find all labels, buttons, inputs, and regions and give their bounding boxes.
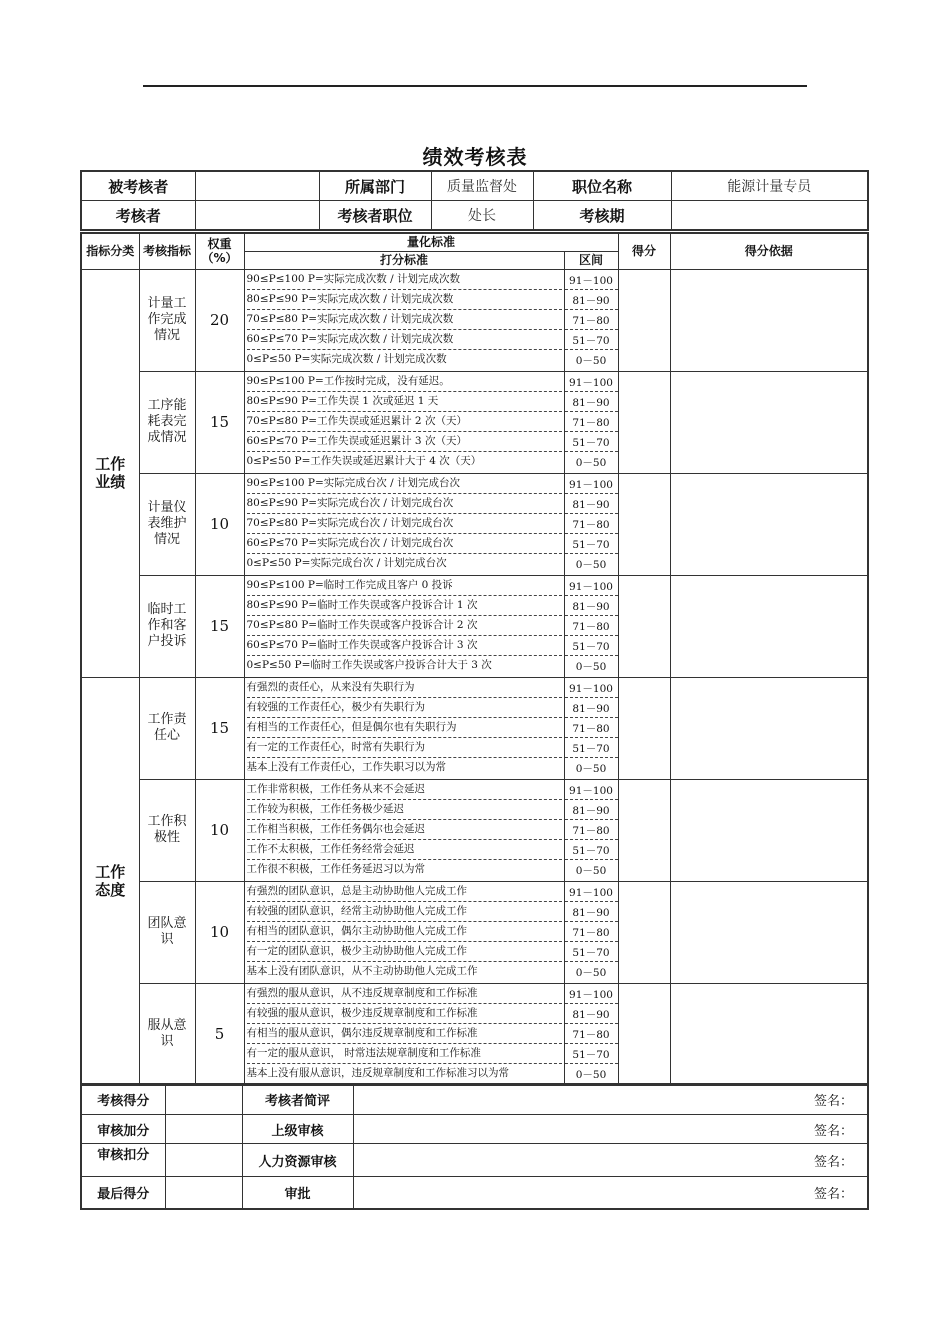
footer-review-label: 人力资源审核 — [242, 1144, 353, 1177]
footer-score-input[interactable] — [165, 1084, 242, 1115]
footer-label: 审核加分 — [81, 1115, 165, 1144]
criteria-line: 有强烈的责任心，从来没有失职行为 — [247, 678, 562, 698]
criteria-line: 工作较为积极，工作任务极少延迟 — [247, 800, 562, 820]
range-value: 0－50 — [575, 763, 607, 776]
range-value: 91－100 — [565, 576, 618, 596]
criteria-line: 有较强的工作责任心，极少有失职行为 — [247, 698, 562, 718]
weight-value: 20 — [195, 269, 244, 371]
indicator-name-cell — [139, 881, 195, 983]
weight-value: 15 — [195, 371, 244, 473]
criteria-line: 有相当的工作责任心，但是偶尔也有失职行为 — [247, 718, 562, 738]
footer-row — [81, 1177, 868, 1209]
score-input-cell[interactable] — [618, 371, 670, 473]
range-value: 51－70 — [565, 534, 618, 554]
range-cell — [564, 575, 618, 677]
col-quant: 量化标准 — [244, 233, 618, 251]
range-value: 51－70 — [565, 942, 618, 962]
indicator-name-cell — [139, 371, 195, 473]
criteria-line: 90≤P≤100 P=实际完成台次 / 计划完成台次 — [247, 474, 562, 494]
col-range: 区间 — [564, 251, 618, 269]
footer-score-input[interactable] — [165, 1115, 242, 1144]
department-value[interactable]: 质量监督处 — [431, 171, 533, 201]
assessment-table — [80, 232, 869, 1086]
range-value: 0－50 — [575, 661, 607, 674]
range-value: 81－90 — [565, 392, 618, 412]
criteria-line: 有一定的工作责任心，时常有失职行为 — [247, 738, 562, 758]
weight-value: 10 — [195, 881, 244, 983]
criteria-line: 有强烈的团队意识，总是主动协助他人完成工作 — [247, 882, 562, 902]
criteria-line: 60≤P≤70 P=实际完成台次 / 计划完成台次 — [247, 534, 562, 554]
footer-row — [81, 1144, 868, 1177]
score-input-cell[interactable] — [618, 575, 670, 677]
basis-input-cell[interactable] — [670, 371, 868, 473]
range-value: 71－80 — [565, 718, 618, 738]
range-value: 0－50 — [575, 865, 607, 878]
assessor-position-value[interactable]: 处长 — [431, 201, 533, 231]
range-value: 81－90 — [565, 290, 618, 310]
range-value: 51－70 — [565, 636, 618, 656]
indicator-row — [81, 269, 868, 371]
range-cell — [564, 983, 618, 1085]
indicator-row — [81, 881, 868, 983]
range-value: 81－90 — [565, 494, 618, 514]
criteria-line: 工作相当积极，工作任务偶尔也会延迟 — [247, 820, 562, 840]
signature-field[interactable]: 签名： — [353, 1177, 868, 1209]
range-value: 51－70 — [565, 840, 618, 860]
header-table — [80, 170, 869, 231]
criteria-line: 0≤P≤50 P=临时工作失误或客户投诉合计大于 3 次 — [246, 659, 492, 672]
range-value: 0－50 — [575, 457, 607, 470]
basis-input-cell[interactable] — [670, 779, 868, 881]
weight-value: 10 — [195, 779, 244, 881]
criteria-line: 工作不太积极，工作任务经常会延迟 — [247, 840, 562, 860]
assessor-position-label: 考核者职位 — [319, 201, 431, 231]
criteria-cell — [244, 881, 564, 983]
range-value: 71－80 — [565, 412, 618, 432]
indicator-name: 服从意识 — [147, 1017, 187, 1049]
assessor-value[interactable] — [195, 201, 319, 231]
indicator-row — [81, 779, 868, 881]
indicator-name: 计量工作完成情况 — [147, 296, 187, 343]
page-title: 绩效考核表 — [422, 145, 528, 169]
criteria-line: 基本上没有团队意识，从不主动协助他人完成工作 — [246, 965, 478, 978]
criteria-cell — [244, 779, 564, 881]
criteria-line: 90≤P≤100 P=工作按时完成，没有延迟。 — [247, 372, 562, 392]
criteria-cell — [244, 983, 564, 1085]
range-cell — [564, 473, 618, 575]
score-input-cell[interactable] — [618, 677, 670, 779]
signature-field[interactable]: 签名： — [353, 1144, 868, 1177]
indicator-name-cell — [139, 779, 195, 881]
footer-label: 审核扣分 — [81, 1144, 165, 1177]
range-cell — [564, 269, 618, 371]
category-cell — [81, 269, 139, 677]
range-value: 71－80 — [565, 310, 618, 330]
category-cell — [81, 677, 139, 1085]
indicator-row — [81, 677, 868, 779]
footer-review-label: 考核者简评 — [242, 1084, 353, 1115]
indicator-name: 工序能耗表完成情况 — [147, 398, 187, 445]
weight-value: 15 — [195, 677, 244, 779]
footer-review-label: 审批 — [242, 1177, 353, 1209]
score-input-cell[interactable] — [618, 779, 670, 881]
criteria-line: 60≤P≤70 P=临时工作失误或客户投诉合计 3 次 — [247, 636, 562, 656]
footer-score-input[interactable] — [165, 1144, 242, 1177]
col-indicator: 考核指标 — [139, 233, 195, 269]
range-cell — [564, 881, 618, 983]
criteria-cell — [244, 371, 564, 473]
indicator-row — [81, 473, 868, 575]
range-value: 91－100 — [565, 780, 618, 800]
criteria-line: 有相当的团队意识，偶尔主动协助他人完成工作 — [247, 922, 562, 942]
weight-value: 10 — [195, 473, 244, 575]
range-value: 91－100 — [565, 882, 618, 902]
range-value: 71－80 — [565, 820, 618, 840]
footer-score-input[interactable] — [165, 1177, 242, 1209]
criteria-line: 0≤P≤50 P=工作失误或延迟累计大于 4 次（天） — [246, 455, 482, 468]
signature-field[interactable]: 签名： — [353, 1115, 868, 1144]
criteria-line: 80≤P≤90 P=临时工作失误或客户投诉合计 1 次 — [247, 596, 562, 616]
range-value: 0－50 — [575, 967, 607, 980]
criteria-line: 70≤P≤80 P=临时工作失误或客户投诉合计 2 次 — [247, 616, 562, 636]
footer-table — [80, 1083, 869, 1210]
range-cell — [564, 371, 618, 473]
range-value: 81－90 — [565, 1004, 618, 1024]
footer-row — [81, 1084, 868, 1115]
criteria-line: 0≤P≤50 P=实际完成台次 / 计划完成台次 — [246, 557, 447, 570]
range-value: 71－80 — [565, 1024, 618, 1044]
range-value: 81－90 — [565, 596, 618, 616]
criteria-line: 有较强的服从意识，极少违反规章制度和工作标准 — [247, 1004, 562, 1024]
criteria-line: 80≤P≤90 P=实际完成次数 / 计划完成次数 — [247, 290, 562, 310]
range-value: 91－100 — [565, 372, 618, 392]
score-input-cell[interactable] — [618, 473, 670, 575]
position-value[interactable]: 能源计量专员 — [671, 171, 868, 201]
indicator-row — [81, 983, 868, 1085]
criteria-line: 基本上没有工作责任心，工作失职习以为常 — [246, 761, 446, 774]
criteria-line: 工作很不积极，工作任务延迟习以为常 — [246, 863, 425, 876]
criteria-line: 70≤P≤80 P=实际完成台次 / 计划完成台次 — [247, 514, 562, 534]
criteria-line: 有强烈的服从意识，从不违反规章制度和工作标准 — [247, 984, 562, 1004]
footer-row — [81, 1115, 868, 1144]
range-value: 91－100 — [565, 270, 618, 290]
criteria-line: 基本上没有服从意识，违反规章制度和工作标准习以为常 — [246, 1067, 509, 1080]
department-label: 所属部门 — [319, 171, 431, 201]
range-value: 51－70 — [565, 432, 618, 452]
range-value: 81－90 — [565, 902, 618, 922]
indicator-name: 团队意识 — [147, 916, 187, 947]
weight-value: 5 — [195, 983, 244, 1085]
score-input-cell[interactable] — [618, 269, 670, 371]
category-label: 工作态度 — [95, 862, 126, 899]
indicator-name-cell — [139, 575, 195, 677]
basis-input-cell[interactable] — [670, 269, 868, 371]
period-value[interactable] — [671, 201, 868, 231]
criteria-line: 0≤P≤50 P=实际完成次数 / 计划完成次数 — [246, 353, 447, 366]
range-value: 0－50 — [575, 559, 607, 572]
range-value: 91－100 — [565, 984, 618, 1004]
range-value: 71－80 — [565, 514, 618, 534]
indicator-name-cell — [139, 983, 195, 1085]
criteria-cell — [244, 575, 564, 677]
assessee-value[interactable] — [195, 171, 319, 201]
range-value: 91－100 — [565, 474, 618, 494]
col-score: 得分 — [618, 233, 670, 269]
criteria-line: 有一定的服从意识， 时常违法规章制度和工作标准 — [247, 1044, 562, 1064]
col-weight: 权重（%） — [195, 233, 244, 269]
range-value: 0－50 — [575, 1069, 607, 1082]
weight-value: 15 — [195, 575, 244, 677]
indicator-name: 计量仪表维护情况 — [147, 500, 187, 547]
basis-input-cell[interactable] — [670, 575, 868, 677]
criteria-line: 工作非常积极，工作任务从来不会延迟 — [247, 780, 562, 800]
signature-field[interactable]: 签名： — [353, 1084, 868, 1115]
criteria-cell — [244, 269, 564, 371]
top-rule — [143, 85, 807, 87]
criteria-line: 60≤P≤70 P=实际完成次数 / 计划完成次数 — [247, 330, 562, 350]
footer-review-label: 上级审核 — [242, 1115, 353, 1144]
range-value: 81－90 — [565, 698, 618, 718]
range-value: 71－80 — [565, 922, 618, 942]
criteria-line: 有一定的团队意识，极少主动协助他人完成工作 — [247, 942, 562, 962]
range-value: 51－70 — [565, 330, 618, 350]
range-value: 0－50 — [575, 355, 607, 368]
assessee-label: 被考核者 — [81, 171, 195, 201]
period-label: 考核期 — [533, 201, 671, 231]
criteria-line: 60≤P≤70 P=工作失误或延迟累计 3 次（天） — [247, 432, 562, 452]
criteria-line: 有相当的服从意识，偶尔违反规章制度和工作标准 — [247, 1024, 562, 1044]
col-scoring: 打分标准 — [244, 251, 564, 269]
range-value: 51－70 — [565, 738, 618, 758]
range-value: 81－90 — [565, 800, 618, 820]
category-label: 工作业绩 — [95, 455, 126, 491]
criteria-line: 80≤P≤90 P=工作失误 1 次或延迟 1 天 — [247, 392, 562, 412]
criteria-line: 70≤P≤80 P=工作失误或延迟累计 2 次（天） — [247, 412, 562, 432]
footer-label: 考核得分 — [81, 1084, 165, 1115]
footer-label: 最后得分 — [81, 1177, 165, 1209]
indicator-row — [81, 371, 868, 473]
assessor-label: 考核者 — [81, 201, 195, 231]
position-label: 职位名称 — [533, 171, 671, 201]
basis-input-cell[interactable] — [670, 473, 868, 575]
basis-input-cell[interactable] — [670, 983, 868, 1085]
indicator-name-cell — [139, 677, 195, 779]
criteria-line: 有较强的团队意识，经常主动协助他人完成工作 — [247, 902, 562, 922]
col-category: 指标分类 — [81, 233, 139, 269]
indicator-name-cell — [139, 269, 195, 371]
criteria-cell — [244, 677, 564, 779]
indicator-name: 临时工作和客户投诉 — [147, 602, 187, 649]
score-input-cell[interactable] — [618, 983, 670, 1085]
basis-input-cell[interactable] — [670, 881, 868, 983]
indicator-row — [81, 575, 868, 677]
criteria-line: 90≤P≤100 P=临时工作完成且客户 0 投诉 — [247, 576, 562, 596]
range-value: 51－70 — [565, 1044, 618, 1064]
criteria-line: 90≤P≤100 P=实际完成次数 / 计划完成次数 — [247, 270, 562, 290]
criteria-line: 70≤P≤80 P=实际完成次数 / 计划完成次数 — [247, 310, 562, 330]
criteria-line: 80≤P≤90 P=实际完成台次 / 计划完成台次 — [247, 494, 562, 514]
range-value: 91－100 — [565, 678, 618, 698]
indicator-name: 工作责任心 — [147, 712, 187, 743]
range-cell — [564, 677, 618, 779]
score-input-cell[interactable] — [618, 881, 670, 983]
basis-input-cell[interactable] — [670, 677, 868, 779]
col-basis: 得分依据 — [670, 233, 868, 269]
indicator-name: 工作积极性 — [147, 814, 187, 845]
range-value: 71－80 — [565, 616, 618, 636]
indicator-name-cell — [139, 473, 195, 575]
criteria-cell — [244, 473, 564, 575]
range-cell — [564, 779, 618, 881]
